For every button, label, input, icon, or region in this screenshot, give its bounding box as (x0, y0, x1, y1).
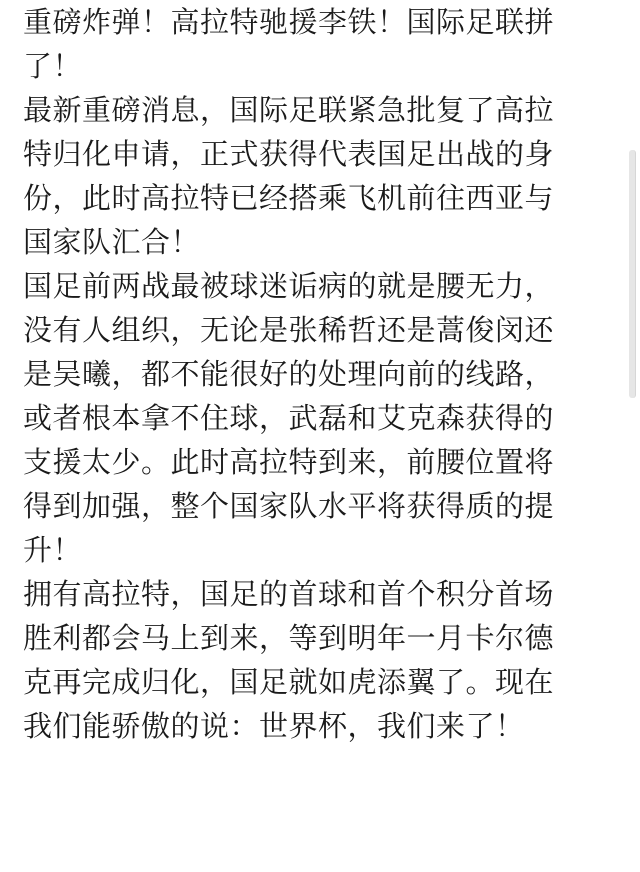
news-paragraph (0, 88, 640, 264)
paragraph-line: 支援太少。此时高拉特到来，前腰位置将 (23, 445, 555, 479)
paragraph-line: 份，此时高拉特已经搭乘飞机前往西亚与 (23, 181, 555, 215)
paragraph-line: 国足前两战最被球迷诟病的就是腰无力， (23, 269, 555, 303)
paragraph-line: 或者根本拿不住球，武磊和艾克森获得的 (23, 401, 555, 435)
scroll-indicator[interactable] (629, 150, 636, 398)
analysis-paragraph (0, 264, 640, 572)
headline-paragraph (0, 0, 640, 88)
paragraph-line: 得到加强，整个国家队水平将获得质的提 (23, 489, 555, 523)
paragraph-line: 拥有高拉特，国足的首球和首个积分首场 (23, 577, 555, 611)
headline-line: 了！ (23, 49, 83, 83)
paragraph-line: 我们能骄傲的说：世界杯，我们来了！ (23, 709, 525, 743)
paragraph-line: 是吴曦，都不能很好的处理向前的线路， (23, 357, 555, 391)
paragraph-line: 最新重磅消息，国际足联紧急批复了高拉 (23, 93, 555, 127)
paragraph-line: 没有人组织，无论是张稀哲还是蒿俊闵还 (23, 313, 555, 347)
headline-line: 重磅炸弹！高拉特驰援李铁！国际足联拼 (23, 5, 555, 39)
paragraph-line: 特归化申请，正式获得代表国足出战的身 (23, 137, 555, 171)
conclusion-paragraph (0, 572, 640, 748)
paragraph-line: 克再完成归化，国足就如虎添翼了。现在 (23, 665, 555, 699)
paragraph-line: 胜利都会马上到来，等到明年一月卡尔德 (23, 621, 555, 655)
paragraph-line: 升！ (23, 533, 83, 567)
paragraph-line: 国家队汇合！ (23, 225, 201, 259)
